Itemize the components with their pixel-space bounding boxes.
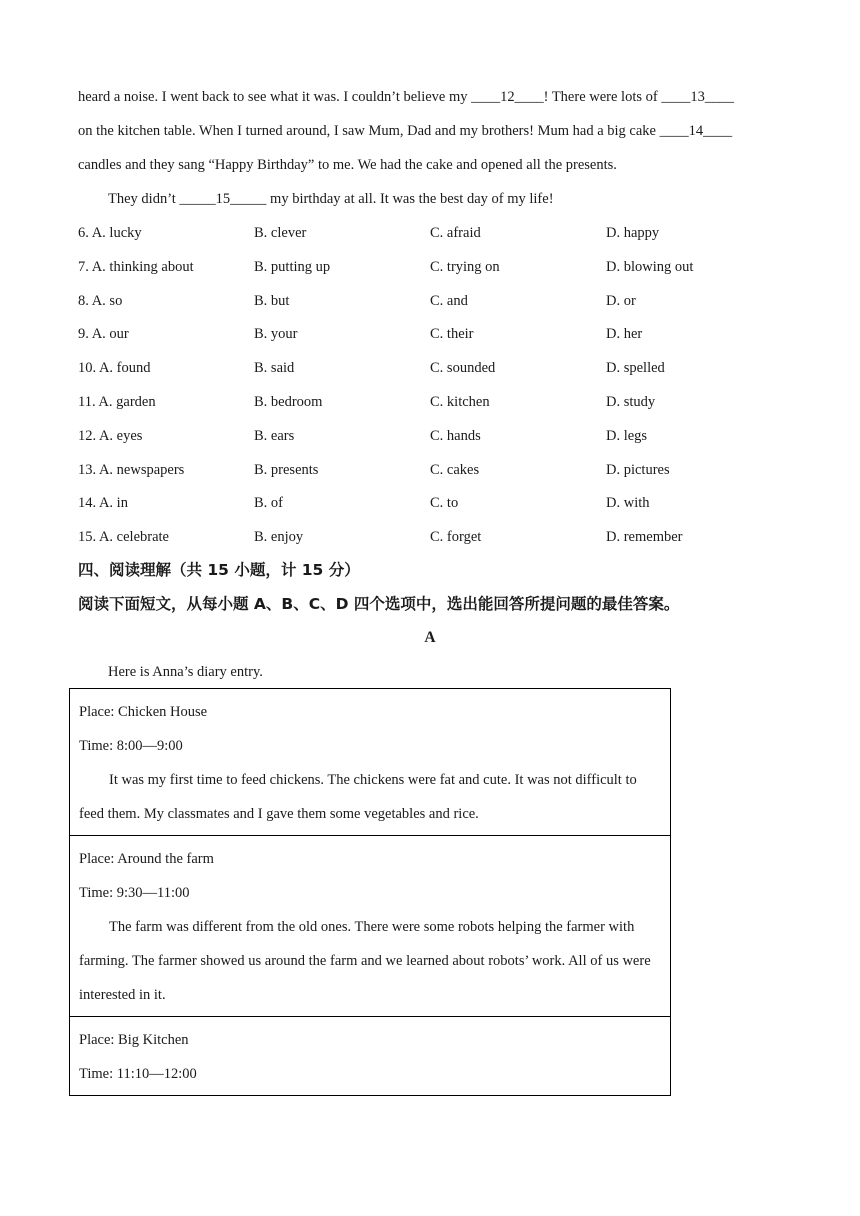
option-row: [78, 358, 778, 378]
option-row: [78, 324, 778, 344]
part-label: A: [424, 629, 436, 646]
diary-text: It was my first time to feed chickens. The chickens were fat and cute. It was not difficult to feed them. My classmates and I gave them some vegetables and rice.: [79, 772, 637, 822]
option-a: 11. A. garden: [78, 394, 156, 410]
passage-line-4: [108, 189, 554, 209]
option-row: [78, 257, 778, 277]
option-c: C. to: [430, 495, 459, 512]
option-d: D. with: [606, 495, 650, 512]
section-instruction: 阅读下面短文，从每小题 A、B、C、D 四个选项中，选出能回答所提问题的最佳答案。: [78, 595, 680, 613]
diary-time: Time: 8:00—9:00: [79, 738, 183, 754]
option-b: B. putting up: [254, 258, 331, 275]
option-row: [78, 527, 778, 547]
option-c: C. forget: [430, 529, 482, 546]
diary-place: Place: Chicken House: [79, 704, 208, 720]
option-a: 10. A. found: [78, 360, 151, 377]
option-row: [78, 223, 778, 243]
section-heading: 四、阅读理解（共 15 小题，计 15 分）: [78, 561, 360, 579]
option-a: 8. A. so: [78, 292, 123, 309]
option-b: B. enjoy: [254, 529, 304, 546]
blank-15: _____15_____: [179, 191, 267, 207]
passage-line-1: [78, 87, 734, 107]
diary-entry: [70, 689, 671, 836]
passage-text: ! There were lots of: [543, 89, 662, 105]
option-a: 7. A. thinking about: [78, 258, 194, 275]
option-b: B. clever: [254, 225, 307, 241]
diary-time: Time: 9:30—11:00: [79, 885, 190, 901]
option-c: C. trying on: [430, 258, 500, 275]
passage-text: They didn’t: [108, 191, 180, 207]
option-b: B. presents: [254, 461, 319, 478]
option-a: 12. A. eyes: [78, 427, 143, 444]
option-row: [78, 426, 778, 446]
option-b: B. of: [254, 495, 283, 512]
option-c: C. sounded: [430, 360, 496, 377]
diary-entry: [70, 836, 671, 1017]
option-d: D. pictures: [606, 461, 670, 478]
option-d: D. spelled: [606, 360, 665, 377]
option-d: D. or: [606, 292, 636, 309]
option-b: B. bedroom: [254, 394, 323, 410]
diary-place: Place: Big Kitchen: [79, 1032, 189, 1048]
passage-text: on the kitchen table. When I turned around, I saw Mum, Dad and my brothers! Mum had a big cake: [78, 123, 660, 139]
option-d: D. study: [606, 394, 656, 410]
passage-line-2: [78, 121, 732, 141]
diary-text: The farm was different from the old ones. There were some robots helping the farmer with farming. The farmer showed us around the farm and we learned about robots’ work. All of us were interested in it.: [79, 919, 651, 1003]
option-row: [78, 460, 778, 480]
diary-entry: [70, 1017, 671, 1096]
option-d: D. legs: [606, 427, 648, 444]
passage-text: heard a noise. I went back to see what it was. I couldn’t believe my: [78, 89, 472, 105]
option-row: [78, 392, 778, 412]
option-b: B. but: [254, 292, 290, 309]
option-d: D. blowing out: [606, 258, 694, 275]
option-c: C. kitchen: [430, 394, 490, 410]
option-b: B. said: [254, 360, 295, 377]
option-c: C. their: [430, 326, 474, 343]
option-a: 6. A. lucky: [78, 225, 142, 241]
diary-place: Place: Around the farm: [79, 851, 214, 867]
blank-13: ____13____: [661, 89, 734, 105]
option-row: [78, 291, 778, 311]
diary-time: Time: 11:10—12:00: [79, 1066, 197, 1082]
option-b: B. your: [254, 326, 298, 343]
option-b: B. ears: [254, 427, 295, 444]
option-a: 13. A. newspapers: [78, 461, 185, 478]
blank-12: ____12____: [471, 89, 544, 105]
option-a: 9. A. our: [78, 326, 129, 343]
option-c: C. afraid: [430, 225, 481, 241]
option-c: C. and: [430, 292, 468, 309]
diary-table: [69, 688, 671, 1096]
passage-line-3: candles and they sang “Happy Birthday” to me. We had the cake and opened all the presents.: [78, 157, 617, 173]
option-c: C. cakes: [430, 461, 480, 478]
option-c: C. hands: [430, 427, 481, 444]
passage-text: my birthday at all. It was the best day of my life!: [266, 191, 554, 207]
diary-intro: Here is Anna’s diary entry.: [108, 664, 263, 680]
option-row: [78, 493, 778, 513]
option-a: 14. A. in: [78, 495, 128, 512]
option-a: 15. A. celebrate: [78, 529, 169, 546]
option-d: D. her: [606, 326, 643, 343]
blank-14: ____14____: [659, 123, 733, 139]
option-d: D. remember: [606, 529, 683, 546]
option-d: D. happy: [606, 225, 660, 241]
